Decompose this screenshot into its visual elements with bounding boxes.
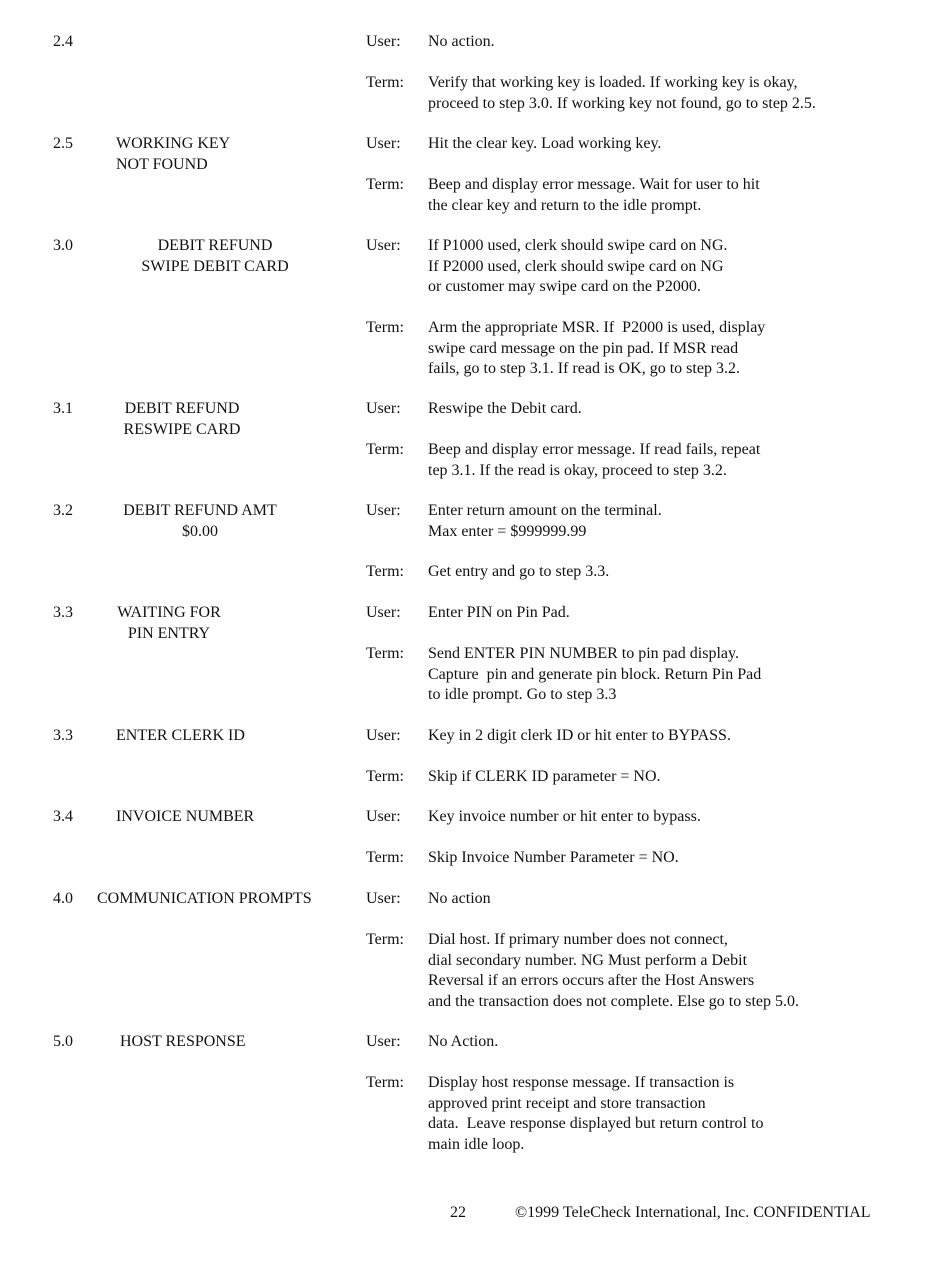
term-text: Skip if CLERK ID parameter = NO. [428,768,661,785]
user-text: If P1000 used, clerk should swipe card on NG. If P2000 used, clerk should swipe card on NG or customer may swipe card on the P2000. [428,237,728,295]
step-number: 3.4 [53,808,73,825]
user-text: Enter return amount on the terminal. Max enter = $999999.99 [428,502,662,540]
user-label: User: [366,33,401,50]
term-label: Term: [366,849,404,866]
term-text: Skip Invoice Number Parameter = NO. [428,849,679,866]
term-label: Term: [366,563,404,580]
step-prompt: ENTER CLERK ID [116,727,245,744]
term-label: Term: [366,1074,404,1091]
term-label: Term: [366,768,404,785]
term-label: Term: [366,645,404,662]
step-number: 5.0 [53,1033,73,1050]
step-prompt: DEBIT REFUND RESWIPE CARD [123,400,241,438]
step-prompt: INVOICE NUMBER [116,808,255,825]
step-number: 3.1 [53,400,73,417]
user-label: User: [366,604,401,621]
step-number: 2.5 [53,135,73,152]
user-text: Key invoice number or hit enter to bypass. [428,808,701,825]
term-label: Term: [366,74,404,91]
step-prompt: DEBIT REFUND AMT $0.00 [123,502,277,540]
term-text: Display host response message. If transaction is approved print receipt and store transaction data. Leave response displayed but return control to main idle loop. [428,1074,764,1153]
user-label: User: [366,727,401,744]
term-text: Beep and display error message. Wait for user to hit the clear key and return to the idle prompt. [428,176,760,214]
user-label: User: [366,1033,401,1050]
term-text: Arm the appropriate MSR. If P2000 is used, display swipe card message on the pin pad. If MSR read fails, go to step 3.1. If read is OK, go to step 3.2. [428,319,766,377]
term-text: Send ENTER PIN NUMBER to pin pad display. Capture pin and generate pin block. Return Pin Pad to idle prompt. Go to step 3.3 [428,645,762,703]
user-label: User: [366,890,401,907]
page-number: 22 [450,1204,466,1221]
step-prompt: HOST RESPONSE [120,1033,246,1050]
step-number: 3.3 [53,604,73,621]
user-label: User: [366,502,401,519]
step-prompt: COMMUNICATION PROMPTS [97,890,312,907]
user-label: User: [366,237,401,254]
term-text: Dial host. If primary number does not connect, dial secondary number. NG Must perform a Debit Reversal if an errors occurs after the Host Answers and the transaction does not complete. Else go to step 5.0. [428,931,800,1010]
user-text: Enter PIN on Pin Pad. [428,604,570,621]
user-label: User: [366,808,401,825]
term-text: Verify that working key is loaded. If working key is okay, proceed to step 3.0. If working key not found, go to step 2.5. [428,74,816,112]
user-label: User: [366,400,401,417]
user-text: Hit the clear key. Load working key. [428,135,662,152]
term-label: Term: [366,441,404,458]
step-number: 3.3 [53,727,73,744]
step-number: 3.0 [53,237,73,254]
user-text: Reswipe the Debit card. [428,400,582,417]
step-prompt: WAITING FOR PIN ENTRY [117,604,221,642]
step-prompt: DEBIT REFUND SWIPE DEBIT CARD [141,237,289,275]
term-text: Beep and display error message. If read fails, repeat tep 3.1. If the read is okay, proceed to step 3.2. [428,441,761,479]
term-text: Get entry and go to step 3.3. [428,563,610,580]
step-number: 4.0 [53,890,73,907]
user-label: User: [366,135,401,152]
step-prompt: WORKING KEY NOT FOUND [116,135,231,173]
term-label: Term: [366,319,404,336]
term-label: Term: [366,176,404,193]
copyright-notice: ©1999 TeleCheck International, Inc. CONFIDENTIAL [515,1204,871,1221]
user-text: No action [428,890,491,907]
user-text: No Action. [428,1033,499,1050]
step-number: 2.4 [53,33,73,50]
term-label: Term: [366,931,404,948]
user-text: Key in 2 digit clerk ID or hit enter to BYPASS. [428,727,731,744]
user-text: No action. [428,33,495,50]
step-number: 3.2 [53,502,73,519]
